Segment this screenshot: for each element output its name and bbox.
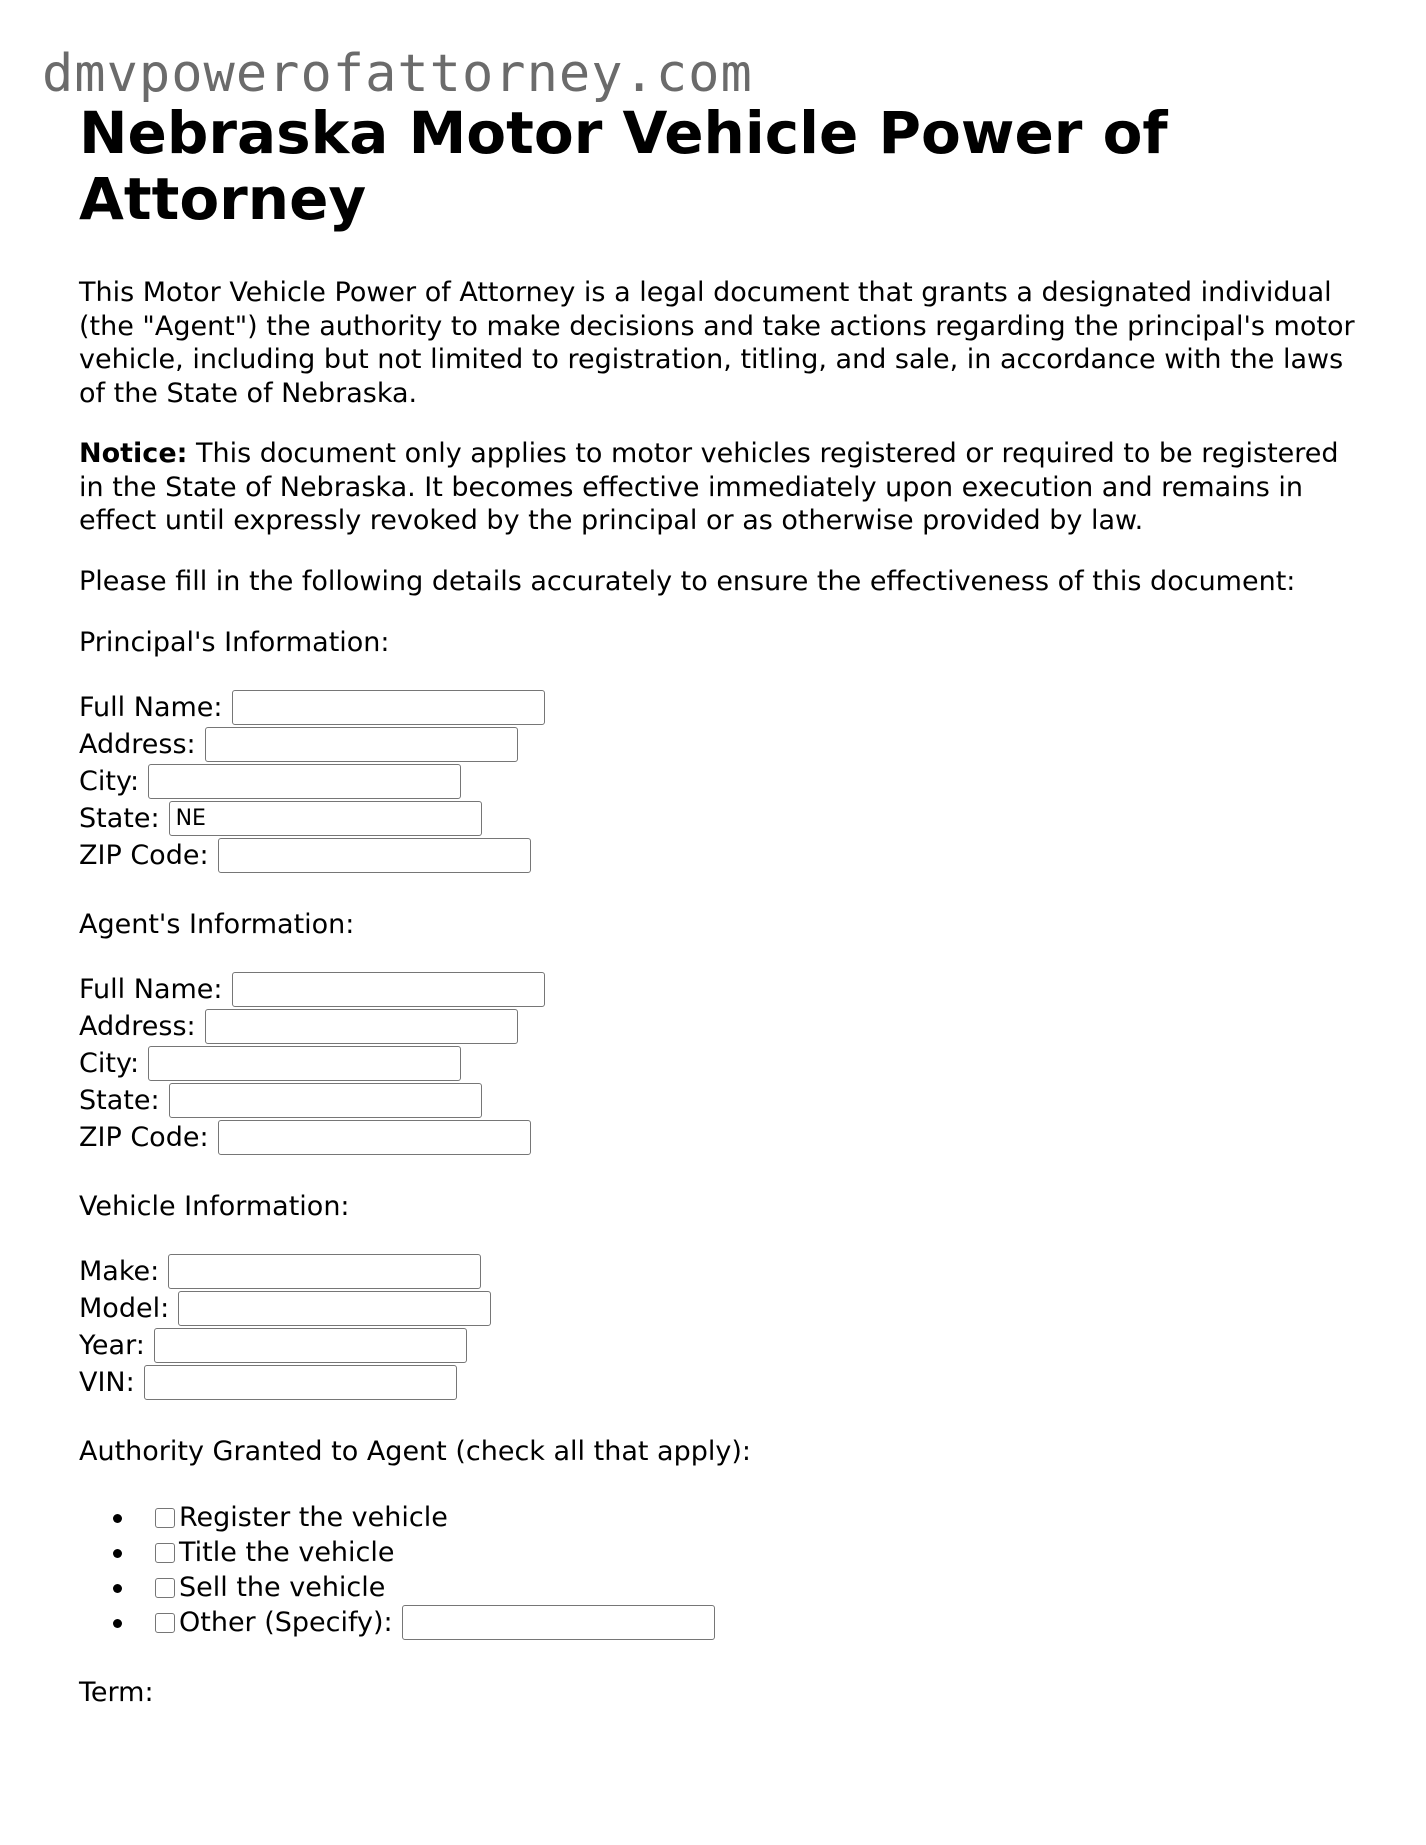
agent-section-heading: Agent's Information: — [79, 909, 355, 940]
principal-city-input[interactable] — [148, 764, 461, 799]
agent-address-label: Address: — [79, 1011, 196, 1042]
agent-full-name-input[interactable] — [232, 972, 545, 1007]
agent-zip-input[interactable] — [218, 1120, 531, 1155]
agent-full-name-row — [79, 971, 1369, 1008]
document-body — [79, 100, 1369, 1709]
principal-state-input[interactable] — [169, 801, 482, 836]
principal-zip-row — [79, 837, 1369, 874]
other-label: Other (Specify): — [179, 1607, 393, 1638]
principal-full-name-row — [79, 689, 1369, 726]
principal-state-row — [79, 800, 1369, 837]
agent-city-label: City: — [79, 1048, 140, 1079]
principal-section-heading: Principal's Information: — [79, 627, 390, 658]
principal-fields — [79, 689, 1369, 874]
intro-paragraph: This Motor Vehicle Power of Attorney is a legal document that grants a designated individual (the "Agent") the authority to make decisions and take actions regarding the principal's motor vehicle, including but not limited to registration, titling, and sale, in accordance with the laws of the State of Nebraska. — [79, 277, 1355, 409]
vehicle-fields — [79, 1253, 1369, 1401]
notice-paragraph — [79, 437, 1369, 538]
vehicle-vin-row — [79, 1364, 1369, 1401]
bullet-icon — [113, 1514, 122, 1523]
agent-address-input[interactable] — [205, 1009, 518, 1044]
vehicle-model-row — [79, 1290, 1369, 1327]
principal-address-row — [79, 726, 1369, 763]
principal-state-label: State: — [79, 803, 160, 834]
agent-city-input[interactable] — [148, 1046, 461, 1081]
authority-item-title — [155, 1535, 1369, 1570]
principal-address-input[interactable] — [205, 727, 518, 762]
register-label: Register the vehicle — [179, 1502, 448, 1533]
authority-list — [79, 1500, 1369, 1640]
instructions-paragraph: Please fill in the following details accurately to ensure the effectiveness of this document: — [79, 565, 1296, 597]
vehicle-model-input[interactable] — [178, 1291, 491, 1326]
principal-full-name-input[interactable] — [232, 690, 545, 725]
vehicle-year-row — [79, 1327, 1369, 1364]
vehicle-make-label: Make: — [79, 1256, 160, 1287]
agent-zip-label: ZIP Code: — [79, 1122, 209, 1153]
agent-address-row — [79, 1008, 1369, 1045]
site-watermark: dmvpowerofattorney.com — [42, 44, 753, 104]
agent-state-label: State: — [79, 1085, 160, 1116]
notice-text: This document only applies to motor vehicles registered or required to be registered in the State of Nebraska. It becomes effective immediately upon execution and remains in effect until expressly revoked by the principal or as otherwise provided by law. — [79, 438, 1339, 536]
vehicle-year-input[interactable] — [154, 1328, 467, 1363]
sell-checkbox[interactable] — [155, 1578, 175, 1598]
bullet-icon — [113, 1619, 122, 1628]
principal-zip-input[interactable] — [218, 838, 531, 873]
vehicle-vin-label: VIN: — [79, 1367, 135, 1398]
agent-city-row — [79, 1045, 1369, 1082]
document-title: Nebraska Motor Vehicle Power of Attorney — [79, 99, 1168, 233]
bullet-icon — [113, 1584, 122, 1593]
vehicle-vin-input[interactable] — [144, 1365, 457, 1400]
vehicle-model-label: Model: — [79, 1293, 170, 1324]
bullet-icon — [113, 1549, 122, 1558]
other-specify-input[interactable] — [402, 1605, 715, 1640]
authority-section-heading: Authority Granted to Agent (check all that apply): — [79, 1436, 751, 1467]
authority-item-register — [155, 1500, 1369, 1535]
vehicle-make-input[interactable] — [168, 1254, 481, 1289]
agent-state-row — [79, 1082, 1369, 1119]
register-checkbox[interactable] — [155, 1508, 175, 1528]
vehicle-section-heading: Vehicle Information: — [79, 1191, 350, 1222]
authority-item-other — [155, 1605, 1369, 1640]
principal-city-row — [79, 763, 1369, 800]
agent-full-name-label: Full Name: — [79, 974, 223, 1005]
principal-city-label: City: — [79, 766, 140, 797]
agent-fields — [79, 971, 1369, 1156]
principal-full-name-label: Full Name: — [79, 692, 223, 723]
title-label: Title the vehicle — [179, 1537, 395, 1568]
term-heading: Term: — [79, 1677, 154, 1708]
authority-item-sell — [155, 1570, 1369, 1605]
vehicle-make-row — [79, 1253, 1369, 1290]
agent-state-input[interactable] — [169, 1083, 482, 1118]
other-checkbox[interactable] — [155, 1613, 175, 1633]
vehicle-year-label: Year: — [79, 1330, 145, 1361]
notice-label: Notice: — [79, 438, 188, 469]
agent-zip-row — [79, 1119, 1369, 1156]
title-checkbox[interactable] — [155, 1543, 175, 1563]
principal-address-label: Address: — [79, 729, 196, 760]
sell-label: Sell the vehicle — [179, 1572, 386, 1603]
principal-zip-label: ZIP Code: — [79, 840, 209, 871]
